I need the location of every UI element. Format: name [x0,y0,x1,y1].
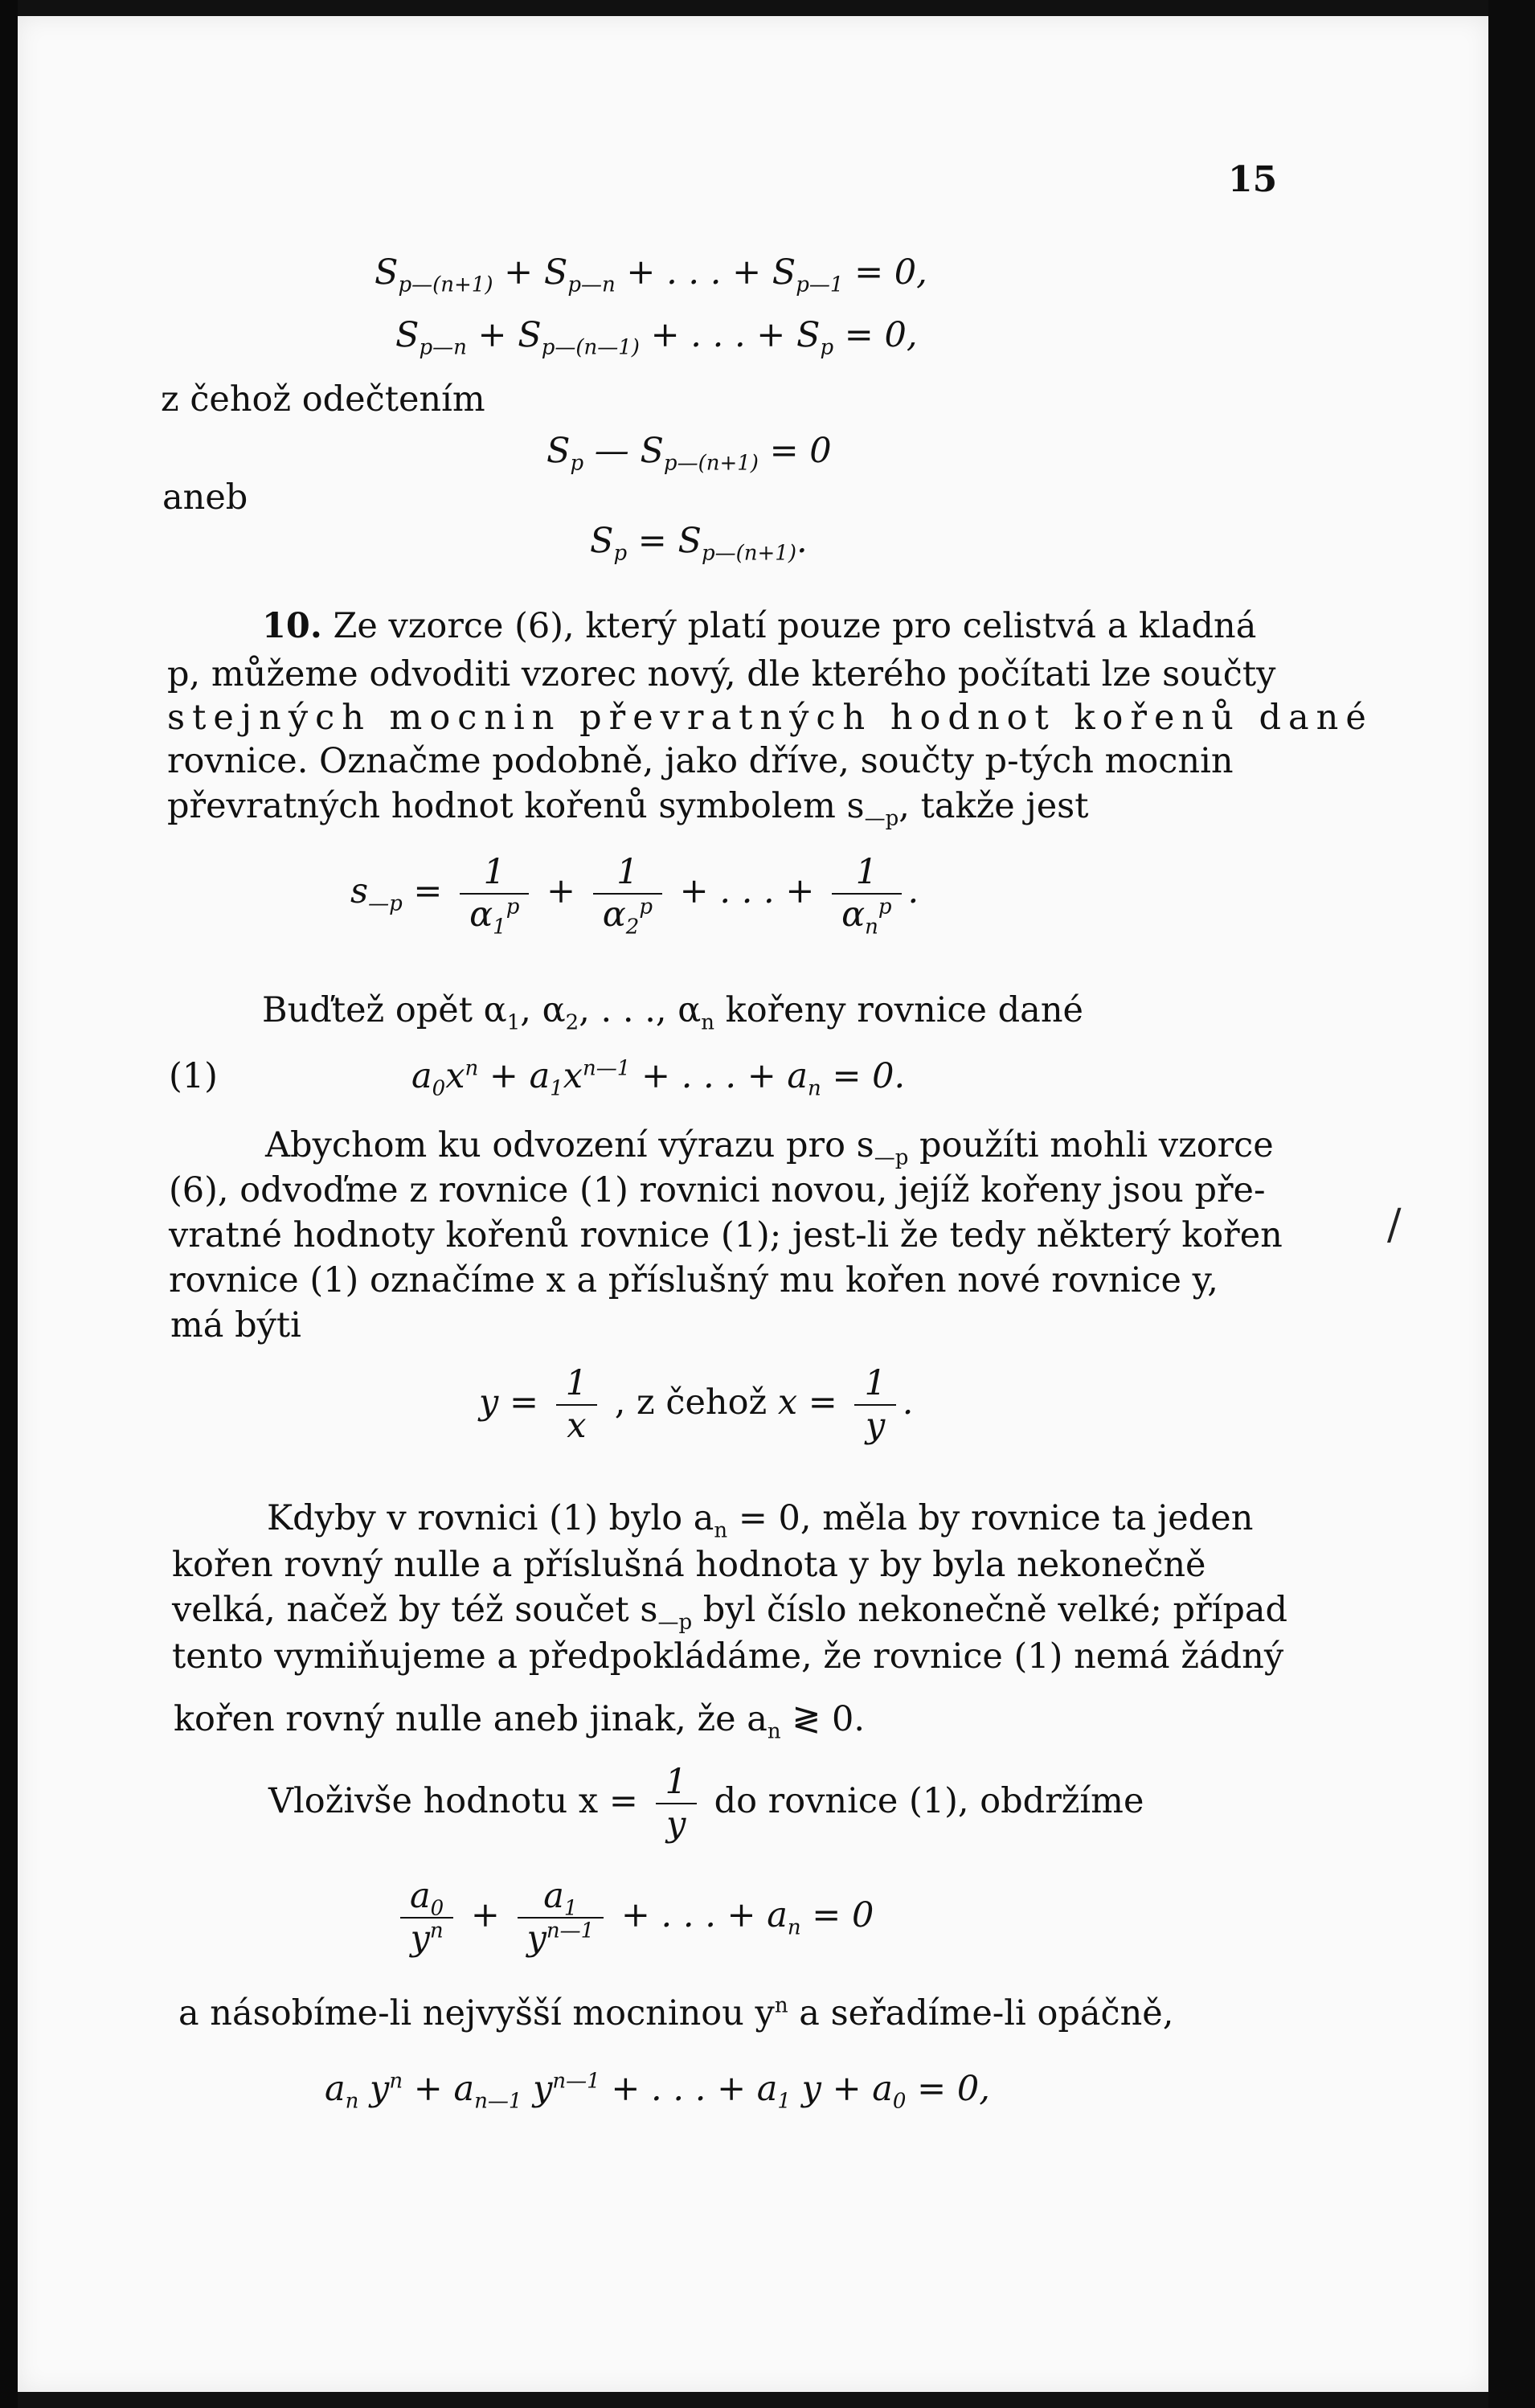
section-10-line-4: rovnice. Označme podobně, jako dříve, součty p-tých mocnin [167,741,1234,781]
paragraph-kdyby-line-3: velká, načež by též součet $s_{—p}$ byl číslo nekonečně velké; případ [172,1590,1288,1635]
equation-final: $a_n$ $y^n + a_{n—1}$ $y^{n—1}$ + . . . + $a_1$ $y + a_0 = 0$, [325,2069,990,2114]
fraction-a1-over-yn-1: $\frac{a_1}{y^{n—1}}$ [518,1879,604,1956]
section-10-line-5: převratných hodnot kořenů symbolem $s_{—p}$, takže jest [167,786,1089,831]
margin-pencil-mark: / [1387,1201,1402,1249]
paragraph-abychom-line-4: rovnice (1) označíme x a příslušný mu kořen nové rovnice y, [169,1260,1218,1300]
equation-sum-2: $S_{p—n} + S_{p—(n—1)}$ + . . . + $S_p = 0$, [395,315,918,360]
label-aneb: aneb [162,477,248,518]
scan-edge-right [1488,0,1535,2408]
paragraph-abychom-line-2: (6), odvoďme z rovnice (1) rovnici novou, jejíž kořeny jsou pře- [169,1170,1266,1210]
equation-sum-1: $S_{p—(n+1)} + S_{p—n}$ + . . . + $S_{p—1} = 0$, [375,252,927,297]
fraction-n: $\frac{1}{\alpha_n^p}$ [832,855,901,932]
line-vlozivse: Vloživše hodnotu x = $\frac{1}{y}$ do rovnice (1), obdržíme [268,1762,1144,1845]
fraction-1: $\frac{1}{\alpha_1^p}$ [460,855,529,932]
fraction-2: $\frac{1}{\alpha_2^p}$ [593,855,662,932]
formula-y-reciprocal: y = $\frac{1}{x}$ , z čehož x = $\frac{1}{y}$ . [479,1363,914,1446]
fraction-one-over-y-2: $\frac{1}{y}$ [656,1765,697,1842]
paragraph-abychom-line-5: má býti [170,1305,301,1345]
paragraph-kdyby-line-1: Kdyby v rovnici (1) bylo $a_n = 0$, měla by rovnice ta jeden [267,1498,1254,1543]
equation-1: $a_0x^n + a_1x^{n—1}$ + . . . + $a_n = 0$. [411,1056,906,1101]
paragraph-abychom-line-1: Abychom ku odvození výrazu pro $s_{—p}$ použíti mohli vzorce [265,1125,1274,1170]
line-nasobime: a násobíme-li nejvyšší mocninou $y^n$ a seřadíme-li opáčně, [178,1993,1174,2033]
paragraph-kdyby-line-4: tento vymiňujeme a předpokládáme, že rovnice (1) nemá žádný [172,1636,1284,1677]
scan-edge-left [0,0,18,2408]
section-number: 10. [262,606,322,646]
equation-substituted: $\frac{a_0}{y^n}$ + $\frac{a_1}{y^{n—1}}$ + . . . + $a_n = 0$ [394,1879,874,1956]
equation-1-label: (1) [169,1056,218,1096]
section-10-line-1: 10. Ze vzorce (6), který platí pouze pro celistvá a kladná [262,606,1257,646]
section-10-line-3: stejných mocnin převratných hodnot kořenů dané [167,698,1373,738]
page-number: 15 [1228,159,1278,200]
paragraph-abychom-line-3: vratné hodnoty kořenů rovnice (1); jest-li že tedy některý kořen [169,1215,1283,1255]
section-10-line-2: p, můžeme odvoditi vzorec nový, dle kterého počítati lze součty [167,654,1276,694]
equation-difference: $S_p$ — $S_{p—(n+1)} = 0$ [546,431,832,476]
fraction-a0-over-yn: $\frac{a_0}{y^n}$ [400,1879,453,1956]
equation-result: $S_p = S_{p—(n+1)}$. [590,521,808,566]
label-odecteni: z čehož odečtením [161,379,485,420]
paragraph-kdyby-line-2: kořen rovný nulle a příslušná hodnota y by byla nekonečně [172,1545,1206,1585]
paragraph-kdyby-line-5: kořen rovný nulle aneb jinak, že $a_n$ ≷ 0. [174,1699,866,1744]
fraction-one-over-y: $\frac{1}{y}$ [854,1366,895,1444]
fraction-one-over-x: $\frac{1}{x}$ [556,1366,597,1444]
formula-s-minus-p: $s_{—p}$ = $\frac{1}{\alpha_1^p}$ + $\frac{1}{\alpha_2^p}$ + . . . + $\frac{1}{\alpha_n^p}$ . [350,852,919,940]
line-budtez: Buďtež opět $\alpha_1$, $\alpha_2$, . . ., $\alpha_n$ kořeny rovnice dané [262,990,1083,1035]
